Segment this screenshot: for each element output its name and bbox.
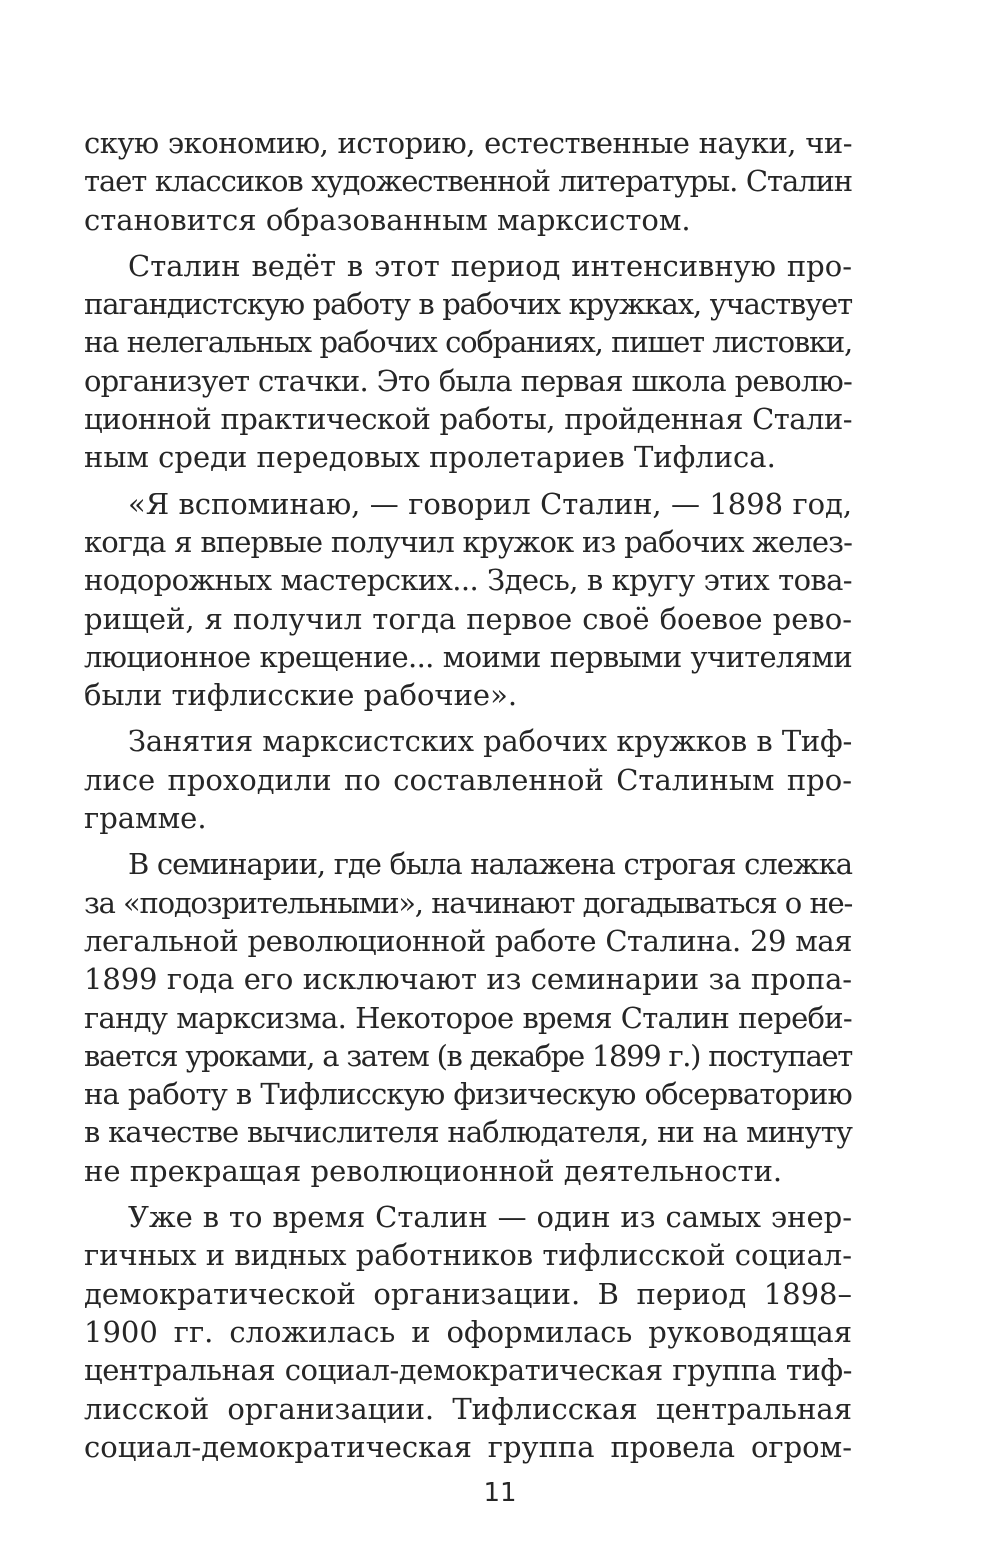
text-line: в качестве вычислителя наблюдателя, ни на минуту <box>84 1115 852 1150</box>
text-line: демократической организации. В период 1898– <box>84 1276 852 1311</box>
page-number: 11 <box>483 1478 517 1508</box>
text-line: вается уроками, а затем (в декабре 1899 г.) поступает <box>84 1038 852 1073</box>
text-line: ганду марксизма. Некоторое время Сталин переби- <box>84 1000 852 1035</box>
text-line: центральная социал-демократическая группа тиф- <box>84 1353 852 1388</box>
text-line: организует стачки. Это была первая школа револю- <box>84 363 852 398</box>
text-line: были тифлисские рабочие». <box>84 678 518 713</box>
text-line: гичных и видных работников тифлисской социал- <box>84 1238 852 1273</box>
text-line: не прекращая революционной деятельности. <box>84 1153 783 1188</box>
text-line: когда я впервые получил кружок из рабочих желез- <box>84 524 852 559</box>
text-line: ционной практической работы, пройденная Стали- <box>84 402 852 437</box>
text-line: на работу в Тифлисскую физическую обсерваторию <box>84 1077 852 1112</box>
text-line: люционное крещение... моими первыми учителями <box>84 639 852 674</box>
text-line: социал-демократическая группа провела огром- <box>84 1429 852 1464</box>
paragraph-3-quote <box>84 485 852 715</box>
text-line: 1900 гг. сложилась и оформилась руководящая <box>84 1314 852 1349</box>
paragraph-4 <box>84 722 852 837</box>
text-line: тает классиков художественной литературы. Сталин <box>84 164 852 199</box>
text-line: ным среди передовых пролетариев Тифлиса. <box>84 440 776 475</box>
text-line: Сталин ведёт в этот период интенсивную про- <box>128 248 852 283</box>
text-line: грамме. <box>84 801 207 836</box>
text-line: становится образованным марксистом. <box>84 202 691 237</box>
paragraph-6 <box>84 1198 852 1466</box>
paragraph-1 <box>84 124 852 239</box>
text-line: нодорожных мастерских... Здесь, в кругу этих това- <box>84 563 852 598</box>
text-line: пагандистскую работу в рабочих кружках, участвует <box>84 287 852 322</box>
text-line: лисской организации. Тифлисская центральная <box>84 1391 852 1426</box>
paragraph-2 <box>84 247 852 477</box>
text-line: В семинарии, где была налажена строгая слежка <box>128 847 852 882</box>
paragraph-5 <box>84 845 852 1190</box>
text-line: Уже в то время Сталин — один из самых энер- <box>128 1200 852 1235</box>
text-line: рищей, я получил тогда первое своё боевое рево- <box>84 601 852 636</box>
text-line: за «подозрительными», начинают догадываться о не- <box>84 885 852 920</box>
text-line: скую экономию, историю, естественные науки, чи- <box>84 126 852 160</box>
body-text <box>84 124 852 1466</box>
text-line: 1899 года его исключают из семинарии за пропа- <box>84 962 852 997</box>
text-line: на нелегальных рабочих собраниях, пишет листовки, <box>84 325 852 360</box>
text-line: легальной революционной работе Сталина. 29 мая <box>84 923 852 958</box>
text-line: «Я вспоминаю, — говорил Сталин, — 1898 год, <box>128 486 852 521</box>
text-line: Занятия марксистских рабочих кружков в Тиф- <box>128 724 852 759</box>
text-line: лисе проходили по составленной Сталиным про- <box>84 762 852 797</box>
